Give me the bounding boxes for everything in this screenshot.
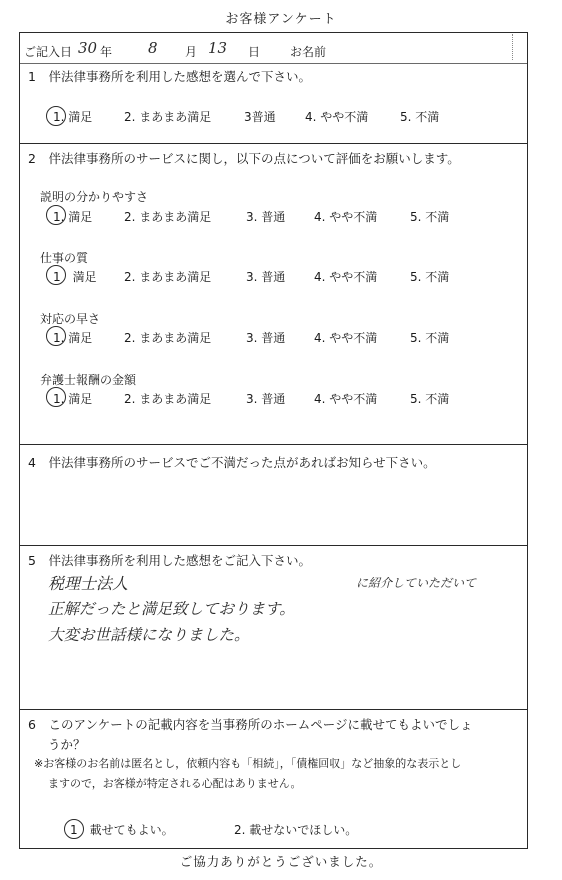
q6-question-line-1: 6 このアンケートの記載内容を当事務所のホームページに載せてもよいでしょ bbox=[28, 717, 473, 732]
q2-item-2-option-5[interactable]: 5. 不満 bbox=[410, 270, 450, 284]
q4-divider bbox=[20, 545, 527, 546]
q4-answer-area[interactable] bbox=[28, 475, 518, 541]
day-label: 日 bbox=[248, 45, 261, 59]
q2-item-2-option-1[interactable]: 1 満足 bbox=[53, 270, 97, 284]
q1-option-1[interactable]: 1. 満足 bbox=[53, 110, 93, 124]
q2-item-3-option-3[interactable]: 3. 普通 bbox=[246, 331, 286, 345]
month-label: 月 bbox=[185, 45, 198, 59]
q6-note-line-2: ますので，お客様が特定される心配はありません。 bbox=[48, 777, 302, 790]
q2-item-1-option-2[interactable]: 2. まあまあ満足 bbox=[124, 210, 212, 224]
q6-option-1[interactable]: 1 載せてもよい。 bbox=[70, 823, 174, 837]
q2-item-2-option-4[interactable]: 4. やや不満 bbox=[314, 270, 378, 284]
page-title: お客様アンケート bbox=[225, 12, 337, 27]
q6-question-line-2: うか？ bbox=[48, 737, 86, 752]
name-label: お名前 bbox=[290, 45, 327, 59]
q2-divider bbox=[20, 444, 527, 445]
q2-item-label: 対応の早さ bbox=[40, 312, 101, 326]
q2-item-4-option-2[interactable]: 2. まあまあ満足 bbox=[124, 392, 212, 406]
q2-item-3-option-4[interactable]: 4. やや不満 bbox=[314, 331, 378, 345]
footer-thanks: ご協力ありがとうございました。 bbox=[179, 854, 383, 869]
margin-dotted-mark bbox=[512, 34, 513, 60]
q2-item-label: 説明の分かりやすさ bbox=[40, 190, 149, 204]
q2-item-1-option-1[interactable]: 1. 満足 bbox=[53, 210, 93, 224]
q2-item-3-option-2[interactable]: 2. まあまあ満足 bbox=[124, 331, 212, 345]
q2-item-2-option-3[interactable]: 3. 普通 bbox=[246, 270, 286, 284]
q2-item-1-option-3[interactable]: 3. 普通 bbox=[246, 210, 286, 224]
q2-item-label: 仕事の質 bbox=[40, 251, 89, 265]
q2-item-1-option-4[interactable]: 4. やや不満 bbox=[314, 210, 378, 224]
q1-question: 1 伴法律事務所を利用した感想を選んで下さい。 bbox=[28, 69, 311, 84]
q6-option-2[interactable]: 2. 載せないでほしい。 bbox=[234, 823, 358, 837]
q1-option-4[interactable]: 4. やや不満 bbox=[305, 110, 369, 124]
q1-option-5[interactable]: 5. 不満 bbox=[400, 110, 440, 124]
q6-note-line-1: ※お客様のお名前は匿名とし，依頼内容も「相続」，「債権回収」など抽象的な表示とし bbox=[34, 757, 462, 770]
q2-item-4-option-3[interactable]: 3. 普通 bbox=[246, 392, 286, 406]
q2-item-3-option-1[interactable]: 1. 満足 bbox=[53, 331, 93, 345]
q2-item-2-option-2[interactable]: 2. まあまあ満足 bbox=[124, 270, 212, 284]
q1-option-2[interactable]: 2. まあまあ満足 bbox=[124, 110, 212, 124]
date-label: ご記入日 bbox=[24, 45, 73, 59]
day-value[interactable]: 13 bbox=[208, 39, 228, 57]
q5-divider bbox=[20, 709, 527, 710]
q5-handwritten-line-3: 大変お世話様になりました。 bbox=[48, 626, 250, 644]
header-divider bbox=[20, 63, 527, 64]
q2-item-4-option-4[interactable]: 4. やや不満 bbox=[314, 392, 378, 406]
year-label: 年 bbox=[100, 45, 113, 59]
q2-item-4-option-5[interactable]: 5. 不満 bbox=[410, 392, 450, 406]
q5-handwritten-line-1-right: に紹介していただいて bbox=[356, 576, 477, 590]
q4-question: 4 伴法律事務所のサービスでご不満だった点があればお知らせ下さい。 bbox=[28, 455, 436, 470]
month-value[interactable]: 8 bbox=[148, 39, 158, 57]
year-value[interactable]: 30 bbox=[78, 39, 98, 57]
q1-option-3[interactable]: 3普通 bbox=[244, 110, 276, 124]
q2-question: 2 伴法律事務所のサービスに関し，以下の点について評価をお願いします。 bbox=[28, 151, 460, 166]
survey-form bbox=[19, 32, 528, 849]
q5-handwritten-line-1: 税理士法人 bbox=[48, 574, 129, 593]
q2-item-label: 弁護士報酬の金額 bbox=[40, 373, 137, 387]
q1-divider bbox=[20, 143, 527, 144]
q5-question: 5 伴法律事務所を利用した感想をご記入下さい。 bbox=[28, 553, 311, 568]
q2-item-4-option-1[interactable]: 1. 満足 bbox=[53, 392, 93, 406]
q2-item-1-option-5[interactable]: 5. 不満 bbox=[410, 210, 450, 224]
q2-item-3-option-5[interactable]: 5. 不満 bbox=[410, 331, 450, 345]
q5-handwritten-line-2: 正解だったと満足致しております。 bbox=[48, 600, 295, 618]
